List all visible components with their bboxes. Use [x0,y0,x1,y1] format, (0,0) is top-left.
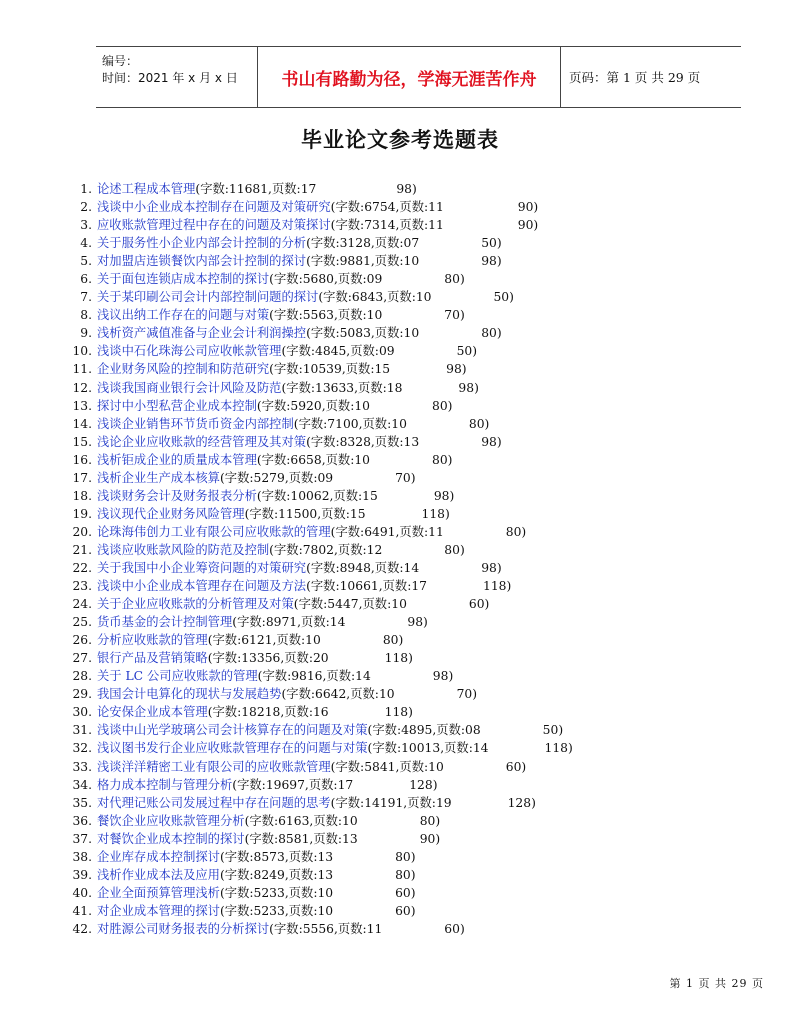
topic-number: 26. [72,633,92,648]
topic-meta-end: 60) [395,885,416,900]
topic-title-link[interactable]: 浅谈中小企业成本管理存在问题及方法 [97,579,307,594]
topic-item [72,379,573,397]
motto: 书山有路勤为径，学海无涯苦作舟 [258,47,561,107]
topic-title-link[interactable]: 浅谈财务会计及财务报表分析 [97,488,257,503]
topic-item [72,397,573,415]
topic-title-link[interactable]: 浅谈洋洋精密工业有限公司的应收账款管理 [97,759,331,774]
topic-number: 29. [72,687,92,702]
header-page-info: 页码：第 1 页 共 29 页 [569,70,701,85]
topic-number: 11. [72,362,92,377]
topic-meta-end: 118) [483,579,512,594]
header-info-cell [96,47,258,107]
topic-meta: (字数:5680,页数:09 [269,272,383,287]
topic-meta-end: 90) [517,200,539,215]
topic-title-link[interactable]: 关于某印刷公司会计内部控制问题的探讨 [97,290,319,305]
topic-item [72,721,573,739]
topic-meta-end: 98) [446,362,467,377]
topic-meta-end: 90) [419,831,441,846]
topic-meta: (字数:8581,页数:13 [244,831,358,846]
page-title: 毕业论文参考选题表 [301,127,499,152]
topic-number: 10. [72,344,92,359]
topic-meta: (字数:6491,页数:11 [330,524,444,539]
topic-title-link[interactable]: 浅议现代企业财务风险管理 [97,506,245,521]
topic-meta-end: 128) [507,795,536,810]
topic-title-link[interactable]: 关于 LC 公司应收账款的管理 [97,669,258,684]
topic-meta: (字数:9881,页数:10 [306,254,420,269]
topic-number: 7. [80,290,92,305]
topic-meta-end: 80) [382,633,404,648]
topic-item [72,469,573,487]
topic-item [72,324,573,342]
topic-meta: (字数:6754,页数:11 [330,200,444,215]
topic-title-link[interactable]: 对加盟店连锁餐饮内部会计控制的探讨 [97,254,307,269]
topic-number: 18. [72,488,92,503]
topic-title-link[interactable]: 餐饮企业应收账款管理分析 [97,813,245,828]
topic-title-link[interactable]: 浅议图书发行企业应收账款管理存在的问题与对策 [97,741,368,756]
topic-number: 12. [72,380,92,395]
topic-title-link[interactable]: 分析应收账款的管理 [97,633,208,648]
page-footer: 第 1 页 共 29 页 [669,977,764,990]
topic-meta: (字数:18218,页数:16 [207,705,329,720]
topic-title-link[interactable]: 关于面包连锁店成本控制的探讨 [97,272,270,287]
topic-meta: (字数:5233,页数:10 [219,885,334,900]
topic-meta-end: 90) [517,218,539,233]
topic-title-link[interactable]: 论珠海伟创力工业有限公司应收账款的管理 [97,524,331,539]
topic-number: 13. [72,398,92,413]
topic-item [72,685,573,703]
topic-list [72,180,573,938]
topic-meta-end: 70) [456,687,478,702]
topic-meta-end: 70) [395,470,416,485]
topic-item [72,306,573,324]
topic-title-link[interactable]: 探讨中小型私营企业成本控制 [97,398,257,413]
topic-number: 39. [72,867,92,882]
topic-title-link[interactable]: 浅议出纳工作存在的问题与对策 [97,308,270,323]
topic-item [72,216,573,234]
topic-item [72,884,573,902]
topic-title-link[interactable]: 对餐饮企业成本控制的探讨 [97,831,245,846]
topic-meta: (字数:8948,页数:14 [306,560,420,575]
document-header [96,46,741,108]
topic-title-link[interactable]: 浅谈中石化珠海公司应收帐款管理 [97,344,282,359]
topic-item [72,451,573,469]
topic-title-link[interactable]: 浅谈企业销售环节货币资金内部控制 [97,416,294,431]
topic-item [72,577,573,595]
topic-meta-end: 70) [444,308,465,323]
topic-meta: (字数:7802,页数:12 [269,542,383,557]
topic-number: 21. [72,542,92,557]
topic-title-link[interactable]: 浅论企业应收账款的经营管理及其对策 [97,434,307,449]
topic-item [72,739,573,757]
topic-number: 37. [72,831,92,846]
topic-meta: (字数:5083,页数:10 [306,326,420,341]
topic-item [72,758,573,776]
topic-title-link[interactable]: 浅析钜成企业的质量成本管理 [97,452,257,467]
topic-meta: (字数:7100,页数:10 [293,416,407,431]
topic-item [72,595,573,613]
topic-item [72,270,573,288]
topic-meta: (字数:5447,页数:10 [293,597,407,612]
topic-meta-end: 60) [468,597,490,612]
topic-item [72,776,573,794]
topic-title-link[interactable]: 浅谈中山光学玻璃公司会计核算存在的问题及对策 [97,723,368,738]
topic-item [72,649,573,667]
topic-meta-end: 118) [384,651,413,666]
topic-meta: (字数:8573,页数:13 [219,849,334,864]
topic-number: 2. [80,200,92,215]
topic-meta-end: 60) [395,903,416,918]
topic-number: 20. [72,524,92,539]
topic-item [72,505,573,523]
topic-item [72,812,573,830]
topic-meta: (字数:8249,页数:13 [219,867,334,882]
topic-meta: (字数:6121,页数:10 [207,633,321,648]
topic-meta-end: 98) [481,560,502,575]
topic-meta: (字数:19697,页数:17 [232,777,354,792]
topic-meta-end: 80) [468,416,490,431]
topic-item [72,902,573,920]
topic-title-link[interactable]: 企业财务风险的控制和防范研究 [97,362,270,377]
topic-number: 38. [72,849,92,864]
topic-item [72,794,573,812]
topic-title-link[interactable]: 浅谈应收账款风险的防范及控制 [97,542,270,557]
topic-meta-end: 118) [544,741,573,756]
topic-title-link[interactable]: 企业库存成本控制探讨 [97,849,220,864]
topic-item [72,848,573,866]
topic-item [72,866,573,884]
topic-meta-end: 50) [542,723,564,738]
topic-number: 31. [72,723,92,738]
topic-number: 14. [72,416,92,431]
topic-number: 4. [80,236,92,251]
topic-title-link[interactable]: 格力成本控制与管理分析 [97,777,233,792]
topic-meta-end: 80) [444,542,465,557]
topic-meta-end: 50) [481,236,502,251]
topic-meta-end: 80) [395,849,416,864]
topic-meta: (字数:6843,页数:10 [318,290,432,305]
topic-number: 19. [72,506,92,521]
topic-item [72,631,573,649]
topic-number: 25. [72,615,92,630]
topic-meta: (字数:6163,页数:10 [244,813,358,828]
topic-number: 15. [72,434,92,449]
topic-meta: (字数:9816,页数:14 [257,669,371,684]
topic-meta: (字数:8328,页数:13 [306,434,420,449]
topic-meta: (字数:11681,页数:17 [195,182,317,196]
topic-meta-end: 80) [432,452,453,467]
topic-meta: (字数:10062,页数:15 [256,488,378,503]
topic-number: 32. [72,741,92,756]
topic-title-link[interactable]: 对企业成本管理的探讨 [97,903,220,918]
topic-item [72,830,573,848]
topic-meta-end: 128) [409,777,438,792]
topic-meta-end: 80) [505,524,527,539]
topic-number: 22. [72,560,92,575]
topic-meta: (字数:5556,页数:11 [269,921,383,936]
topic-number: 36. [72,813,92,828]
topic-title-link[interactable]: 关于企业应收账款的分析管理及对策 [97,597,294,612]
topic-number: 16. [72,452,92,467]
topic-meta: (字数:4895,页数:08 [367,723,481,738]
topic-meta: (字数:14191,页数:19 [330,795,452,810]
topic-number: 30. [72,705,92,720]
topic-meta-end: 98) [433,488,455,503]
topic-meta: (字数:10539,页数:15 [269,362,391,377]
topic-meta-end: 50) [456,344,478,359]
topic-item [72,920,573,938]
topic-meta: (字数:13633,页数:18 [281,380,403,395]
topic-number: 40. [72,885,92,900]
topic-title-link[interactable]: 企业全面预算管理浅析 [97,885,220,900]
topic-number: 33. [72,759,92,774]
topic-number: 6. [80,272,92,287]
topic-number: 41. [72,903,92,918]
topic-meta-end: 118) [384,705,413,720]
topic-title-link[interactable]: 浅谈我国商业银行会计风险及防范 [97,380,282,395]
topic-meta: (字数:3128,页数:07 [306,236,420,251]
topic-title-link[interactable]: 银行产品及营销策略 [97,651,208,666]
topic-title-link[interactable]: 关于我国中小企业筹资问题的对策研究 [97,560,307,575]
topic-meta-end: 98) [481,254,502,269]
topic-meta-end: 98) [458,380,479,395]
topic-item [72,360,573,378]
topic-meta: (字数:5279,页数:09 [219,470,334,485]
topic-number: 42. [72,921,92,936]
topic-meta-end: 98) [407,615,428,630]
topic-number: 27. [72,651,92,666]
topic-number: 5. [80,254,92,269]
topic-meta: (字数:5563,页数:10 [269,308,383,323]
topic-meta-end: 80) [419,813,441,828]
topic-item [72,415,573,433]
topic-item [72,613,573,631]
topic-meta-end: 60) [444,921,465,936]
topic-meta: (字数:11500,页数:15 [244,506,366,521]
topic-number: 24. [72,597,92,612]
topic-number: 1. [80,182,92,196]
topic-number: 9. [80,326,92,341]
topic-meta: (字数:6658,页数:10 [256,452,370,467]
topic-title-link[interactable]: 货币基金的会计控制管理 [97,615,233,630]
topic-number: 17. [72,470,92,485]
topic-meta-end: 80) [481,326,502,341]
topic-item [72,234,573,252]
topic-item [72,288,573,306]
topic-title-link[interactable]: 对代理记账公司发展过程中存在问题的思考 [97,795,331,810]
topic-meta-end: 60) [505,759,527,774]
topic-title-link[interactable]: 浅析企业生产成本核算 [97,470,220,485]
topic-meta-end: 80) [432,398,453,413]
topic-title-link[interactable]: 我国会计电算化的现状与发展趋势 [97,687,282,702]
topic-meta: (字数:10013,页数:14 [367,741,489,756]
topic-title-link[interactable]: 应收账款管理过程中存在的问题及对策探讨 [97,218,331,233]
topic-number: 23. [72,579,92,594]
topic-title-link[interactable]: 论述工程成本管理 [97,182,196,196]
topic-meta: (字数:8971,页数:14 [232,615,346,630]
topic-meta: (字数:5841,页数:10 [330,759,444,774]
topic-item [72,198,573,216]
topic-item [72,703,573,721]
topic-item [72,541,573,559]
topic-meta-end: 98) [396,182,417,196]
time-label: 时间：2021 年 x 月 x 日 [102,71,238,85]
topic-title-link[interactable]: 对胜源公司财务报表的分析探讨 [97,921,270,936]
topic-number: 28. [72,669,92,684]
topic-item [72,342,573,360]
topic-item [72,180,573,198]
topic-item [72,252,573,270]
topic-title-link[interactable]: 浅析作业成本法及应用 [97,867,220,882]
topic-meta: (字数:13356,页数:20 [207,651,329,666]
topic-meta: (字数:5233,页数:10 [219,903,334,918]
topic-meta-end: 118) [421,506,450,521]
topic-meta-end: 80) [395,867,416,882]
topic-title-link[interactable]: 论安保企业成本管理 [97,705,208,720]
topic-item [72,487,573,505]
topic-meta: (字数:5920,页数:10 [256,398,370,413]
topic-meta: (字数:7314,页数:11 [330,218,444,233]
topic-meta: (字数:4845,页数:09 [281,344,395,359]
topic-meta: (字数:10661,页数:17 [306,579,428,594]
topic-number: 3. [80,218,92,233]
topic-title-link[interactable]: 浅谈中小企业成本控制存在问题及对策研究 [97,200,331,215]
topic-meta: (字数:6642,页数:10 [281,687,395,702]
topic-meta-end: 98) [481,434,502,449]
topic-meta-end: 98) [432,669,454,684]
code-label: 编号： [102,54,139,68]
topic-meta-end: 50) [493,290,514,305]
topic-number: 8. [80,308,92,323]
topic-number: 35. [72,795,92,810]
topic-title-link[interactable]: 浅析资产减值准备与企业会计利润操控 [97,326,307,341]
topic-item [72,667,573,685]
topic-item [72,559,573,577]
topic-meta-end: 80) [444,272,465,287]
topic-item [72,433,573,451]
topic-title-link[interactable]: 关于服务性小企业内部会计控制的分析 [97,236,307,251]
topic-item [72,523,573,541]
topic-number: 34. [72,777,92,792]
